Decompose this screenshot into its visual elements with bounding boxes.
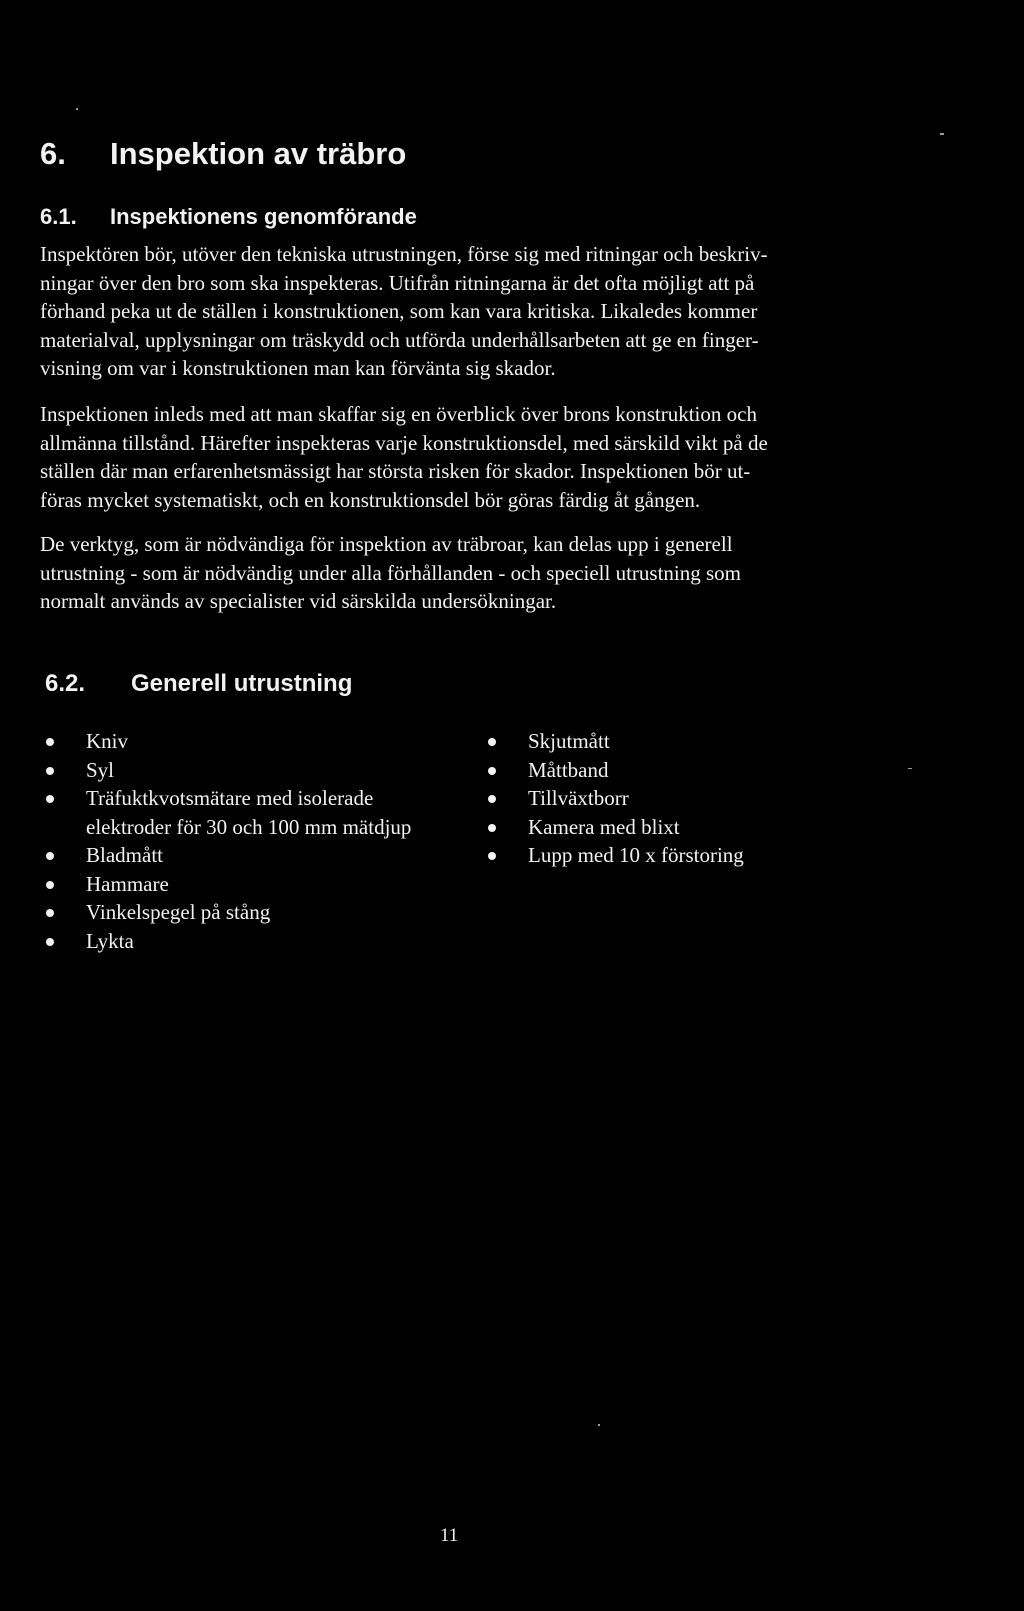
bullet-icon: [488, 738, 496, 746]
bullet-icon: [488, 852, 496, 860]
list-item: [488, 784, 908, 813]
list-item-continuation: elektroder för 30 och 100 mm mätdjup: [86, 814, 412, 839]
equipment-list-left: [46, 727, 466, 955]
list-item: [46, 870, 466, 899]
subsection-number: 6.1.: [40, 204, 77, 229]
list-item-text: Kamera med blixt: [528, 814, 680, 839]
list-item-text: Måttband: [528, 757, 609, 782]
scan-speck: [908, 768, 912, 769]
paragraph-procedure: [40, 400, 830, 514]
bullet-icon: [46, 881, 54, 889]
list-item-text: Skjutmått: [528, 729, 610, 753]
list-item: [46, 727, 466, 756]
paragraph-line: Inspektören bör, utöver den tekniska utrustningen, förse sig med ritningar och beskriv-: [40, 242, 768, 266]
list-item: [488, 813, 908, 842]
subsection-number: 6.2.: [45, 670, 86, 697]
paragraph-line: ningar över den bro som ska inspekteras. Utifrån ritningarna är det ofta möjligt att på: [40, 270, 755, 295]
paragraph-line: Inspektionen inleds med att man skaffar sig en överblick över brons konstruktion och: [40, 402, 757, 426]
bullet-icon: [488, 767, 496, 775]
paragraph-line: visning om var i konstruktionen man kan förvänta sig skador.: [40, 356, 556, 380]
bullet-icon: [46, 738, 54, 746]
paragraph-line: föras mycket systematiskt, och en konstruktionsdel bör göras färdig åt gången.: [40, 487, 701, 512]
section-title: Inspektion av träbro: [110, 136, 407, 171]
list-item-text: Tillväxtborr: [528, 786, 629, 810]
list-item: [488, 756, 908, 785]
scan-speck: [940, 133, 944, 135]
list-item: [46, 898, 466, 927]
paragraph-line: normalt används av specialister vid särskilda undersökningar.: [40, 589, 557, 613]
subsection-title: Generell utrustning: [131, 670, 353, 697]
list-item-text: Kniv: [86, 729, 128, 753]
paragraph-line: ställen där man erfarenhetsmässigt har största risken för skador. Inspektionen bör ut-: [40, 459, 751, 483]
bullet-icon: [46, 909, 54, 917]
bullet-icon: [46, 852, 54, 860]
bullet-icon: [46, 938, 54, 946]
list-item: [46, 841, 466, 870]
paragraph-line: allmänna tillstånd. Härefter inspekteras varje konstruktionsdel, med särskild vikt på de: [40, 430, 768, 455]
list-item: [488, 727, 908, 756]
paragraph-line: De verktyg, som är nödvändiga för inspektion av träbroar, kan delas upp i generell: [40, 532, 733, 556]
subsection-heading-6-1: [40, 204, 417, 230]
list-item: [46, 756, 466, 785]
section-number: 6.: [40, 136, 66, 171]
bullet-icon: [488, 795, 496, 803]
paragraph-line: förhand peka ut de ställen i konstruktionen, som kan vara kritiska. Likaledes kommer: [40, 299, 758, 323]
subsection-heading-6-2: [45, 670, 352, 698]
list-item-text: Träfuktkvotsmätare med isolerade: [86, 786, 374, 810]
bullet-icon: [46, 767, 54, 775]
list-item-text: Hammare: [86, 871, 169, 896]
scan-speck: [76, 108, 78, 110]
list-item-text: Syl: [86, 757, 115, 782]
list-item-text: Lykta: [86, 928, 134, 953]
bullet-icon: [488, 824, 496, 832]
scan-speck: [598, 1424, 600, 1426]
equipment-list-right: [488, 727, 908, 870]
list-item-text: Vinkelspegel på stång: [86, 900, 271, 924]
subsection-title: Inspektionens genomförande: [110, 204, 417, 229]
list-item: [46, 927, 466, 956]
list-item-text: Bladmått: [86, 843, 163, 867]
page-number: 11: [440, 1525, 459, 1546]
paragraph-preparation: [40, 240, 830, 383]
section-heading: [40, 136, 406, 172]
paragraph-line: materialval, upplysningar om träskydd och utförda underhållsarbeten att ge en finger-: [40, 327, 759, 352]
list-item: [488, 841, 908, 870]
paragraph-tools: [40, 530, 830, 616]
paragraph-line: utrustning - som är nödvändig under alla förhållanden - och speciell utrustning som: [40, 560, 742, 585]
list-item: [46, 784, 466, 841]
list-item-text: Lupp med 10 x förstoring: [528, 843, 744, 867]
bullet-icon: [46, 795, 54, 803]
